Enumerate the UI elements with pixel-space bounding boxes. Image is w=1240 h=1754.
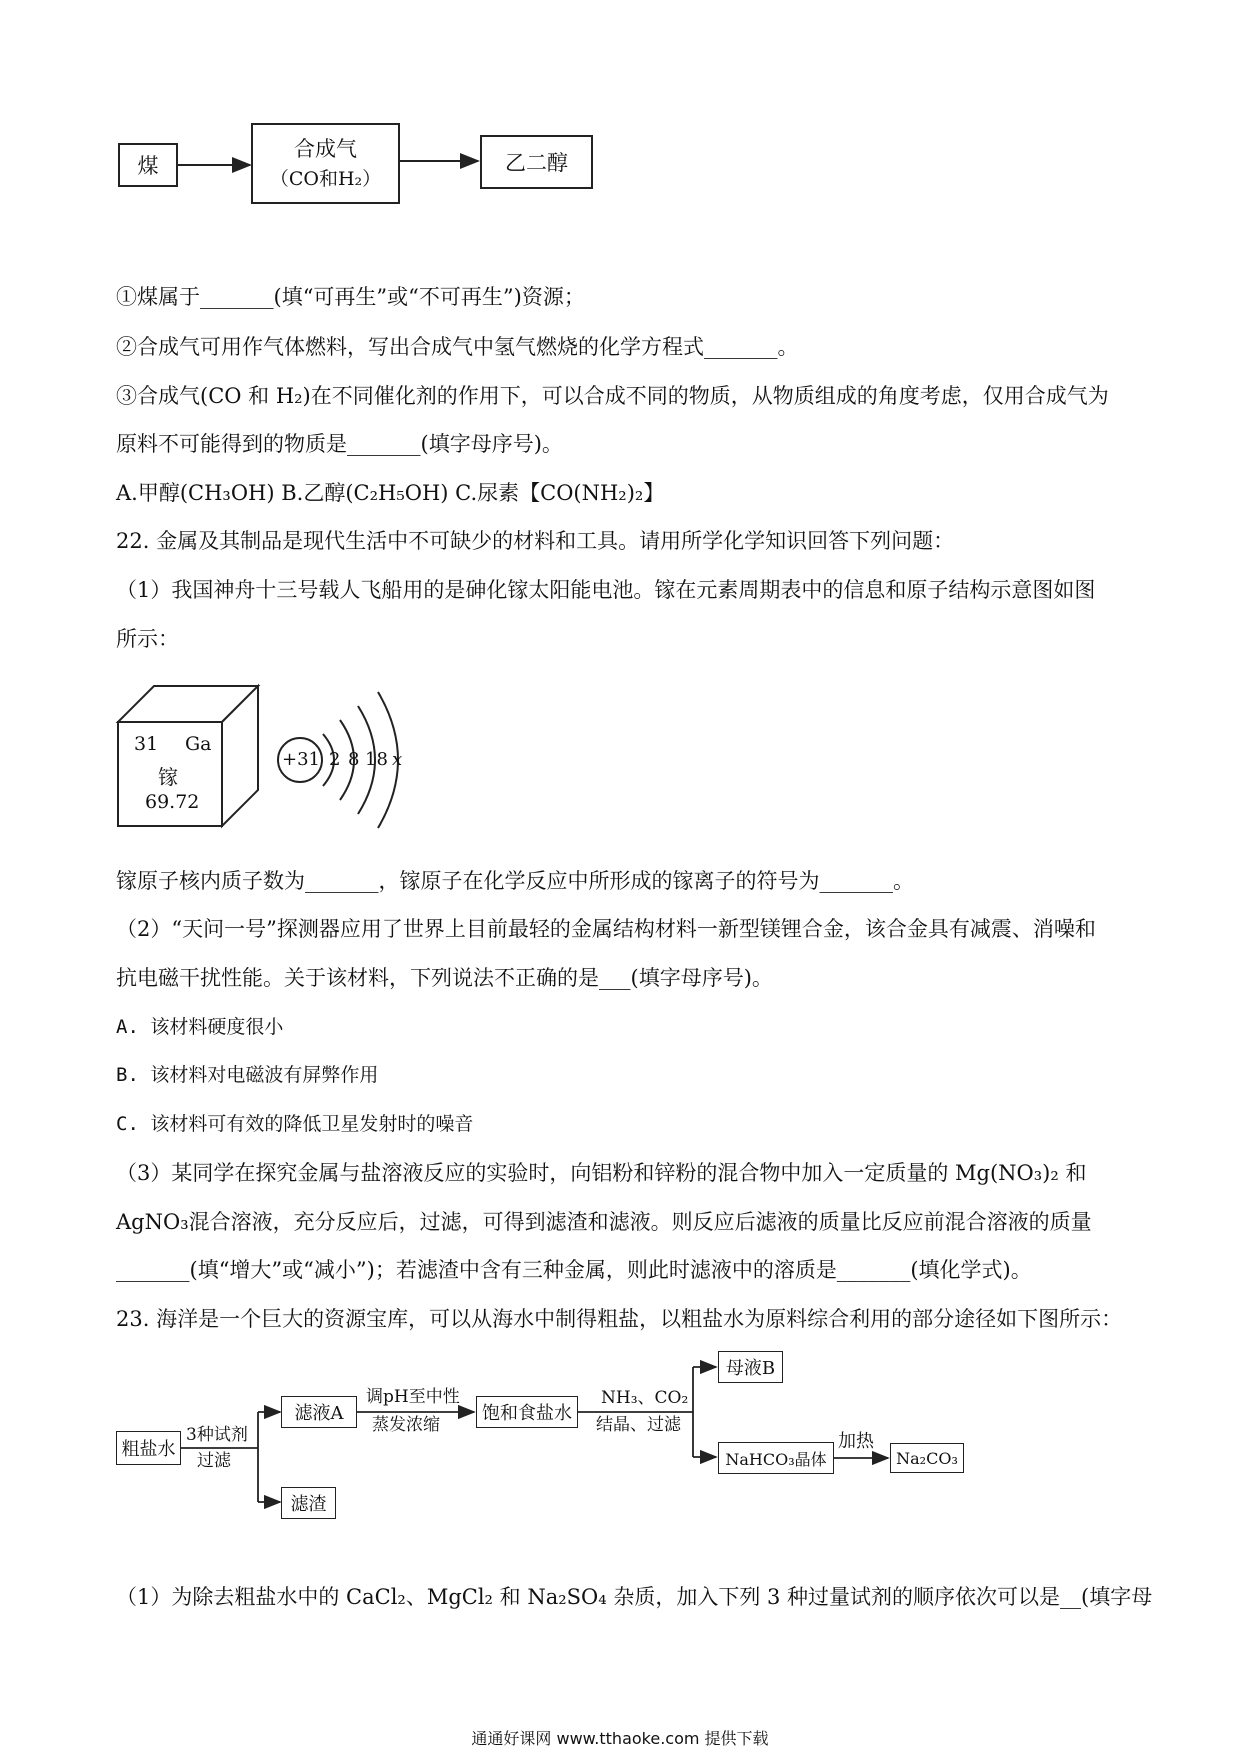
q22-p1-line2: 所示： [116, 627, 179, 651]
q23-p1: （1）为除去粗盐水中的 CaCl₂、MgCl₂ 和 Na₂SO₄ 杂质，加入下列 3 种过量试剂的顺序依次可以是__(填字母 [116, 1585, 1153, 1609]
flow-brine: 粗盐水 [121, 1439, 176, 1460]
q22-p3-line2: AgNO₃混合溶液，充分反应后，过滤，可得到滤渣和滤液。则反应后滤液的质量比反应前混合溶液的质量 [116, 1210, 1092, 1234]
glycol-label: 乙二醇 [505, 151, 568, 175]
glycol-box [480, 135, 593, 189]
element-symbol: Ga [185, 733, 212, 755]
flow-saturated: 饱和食盐水 [482, 1403, 572, 1424]
q22-p2-line2: 抗电磁干扰性能。关于该材料，下列说法不正确的是___(填字母序号)。 [116, 966, 773, 990]
q22-p3-line3: _______(填“增大”或“减小”)；若滤渣中含有三种金属，则此时滤液中的溶质是_______(填化学式)。 [116, 1258, 1032, 1282]
shell-2: 8 [348, 749, 360, 770]
flow-step3-bottom: 结晶、过滤 [596, 1415, 681, 1435]
q22-p3-line1: （3）某同学在探究金属与盐溶液反应的实验时，向铝粉和锌粉的混合物中加入一定质量的 Mg(NO₃)₂ 和 [116, 1161, 1087, 1185]
syngas-formula: （CO和H₂） [269, 167, 382, 190]
syngas-title: 合成气 [294, 136, 357, 161]
nucleus-charge: +31 [282, 749, 320, 770]
q21-options: A.甲醇(CH₃OH) B.乙醇(C₂H₅OH) C.尿素【CO(NH₂)₂】 [116, 481, 665, 505]
q22-option-a: A. 该材料硬度很小 [116, 1016, 284, 1038]
flow-bicarb: NaHCO₃晶体 [725, 1449, 827, 1469]
shell-4: x [392, 749, 403, 770]
flow-saturated-box [476, 1396, 578, 1428]
flow-carbonate-box [890, 1443, 964, 1473]
q22-p1-line1: （1）我国神舟十三号载人飞船用的是砷化镓太阳能电池。镓在元素周期表中的信息和原子结构示意图如图 [116, 578, 1096, 602]
flow-filtrate: 滤液A [294, 1403, 344, 1424]
q22-option-c: C. 该材料可有效的降低卫星发射时的噪音 [116, 1113, 474, 1135]
flow-residue-box [281, 1487, 336, 1519]
page-footer: 通通好课网 www.tthaoke.com 提供下载 [471, 1729, 769, 1748]
q23-stem: 23. 海洋是一个巨大的资源宝库，可以从海水中制得粗盐，以粗盐水为原料综合利用的部分途径如下图所示： [116, 1307, 1123, 1331]
flow-brine-box [116, 1431, 181, 1465]
syngas-box [251, 123, 400, 204]
element-name: 镓 [158, 765, 178, 789]
flow-heat: 加热 [838, 1431, 874, 1452]
q21-line4: 原料不可能得到的物质是_______(填字母序号)。 [116, 432, 563, 456]
flow-step2-bottom: 蒸发浓缩 [372, 1415, 440, 1435]
coal-label: 煤 [137, 154, 159, 178]
q22-p2-line1: （2）“天问一号”探测器应用了世界上目前最轻的金属结构材料一新型镁锂合金，该合金具有减震、消噪和 [116, 917, 1096, 941]
flow-reagent-top: 3种试剂 [186, 1425, 248, 1445]
q22-option-b: B. 该材料对电磁波有屏弊作用 [116, 1064, 379, 1086]
flow-carbonate: Na₂CO₃ [896, 1448, 958, 1468]
shell-3: 18 [365, 749, 388, 770]
q22-p1-line3: 镓原子核内质子数为_______，镓原子在化学反应中所形成的镓离子的符号为_______。 [116, 869, 914, 893]
flow-mother-box [718, 1351, 783, 1383]
flow-step3-top: NH₃、CO₂ [601, 1388, 689, 1408]
flow-bicarb-box [718, 1442, 834, 1474]
flow-step2-top: 调pH至中性 [366, 1387, 460, 1407]
flow-residue: 滤渣 [290, 1494, 327, 1515]
element-number: 31 [134, 733, 159, 755]
element-mass: 69.72 [145, 791, 200, 813]
q21-line2: ②合成气可用作气体燃料，写出合成气中氢气燃烧的化学方程式_______。 [116, 335, 799, 359]
q21-line1: ①煤属于_______(填“可再生”或“不可再生”)资源； [116, 285, 585, 309]
shell-1: 2 [329, 749, 341, 770]
flow-filtrate-box [281, 1396, 357, 1428]
flow-reagent-bottom: 过滤 [197, 1451, 231, 1471]
coal-box [118, 143, 178, 187]
q21-line3: ③合成气(CO 和 H₂)在不同催化剂的作用下，可以合成不同的物质，从物质组成的角度考虑，仅用合成气为 [116, 384, 1109, 408]
q22-stem: 22. 金属及其制品是现代生活中不可缺少的材料和工具。请用所学化学知识回答下列问题： [116, 529, 955, 553]
flow-mother: 母液B [725, 1358, 776, 1379]
